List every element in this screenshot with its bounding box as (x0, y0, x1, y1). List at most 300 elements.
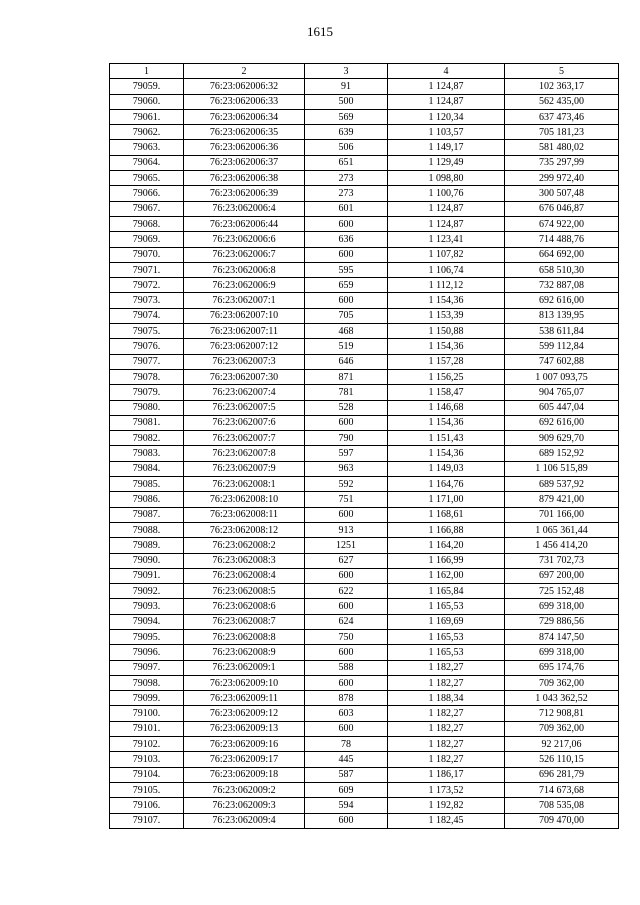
table-row (110, 216, 619, 231)
value-cell: 699 318,00 (505, 599, 619, 614)
area-cell: 603 (305, 706, 388, 721)
table-row (110, 507, 619, 522)
row-number-cell: 79077. (110, 354, 184, 369)
rate-cell: 1 164,20 (388, 538, 505, 553)
table-row (110, 752, 619, 767)
row-number-cell: 79084. (110, 461, 184, 476)
cadastral-number-cell: 76:23:062007:30 (184, 369, 305, 384)
cadastral-number-cell: 76:23:062006:44 (184, 216, 305, 231)
cadastral-number-cell: 76:23:062006:37 (184, 155, 305, 170)
cadastral-number-cell: 76:23:062006:35 (184, 125, 305, 140)
row-number-cell: 79074. (110, 308, 184, 323)
rate-cell: 1 165,84 (388, 584, 505, 599)
rate-cell: 1 192,82 (388, 798, 505, 813)
area-cell: 587 (305, 767, 388, 782)
area-cell: 705 (305, 308, 388, 323)
value-cell: 1 065 361,44 (505, 522, 619, 537)
value-cell: 732 887,08 (505, 278, 619, 293)
area-cell: 646 (305, 354, 388, 369)
value-cell: 709 470,00 (505, 813, 619, 828)
cadastral-number-cell: 76:23:062006:34 (184, 109, 305, 124)
row-number-cell: 79078. (110, 369, 184, 384)
table-row (110, 94, 619, 109)
rate-cell: 1 151,43 (388, 431, 505, 446)
value-cell: 1 106 515,89 (505, 461, 619, 476)
area-cell: 600 (305, 721, 388, 736)
rate-cell: 1 112,12 (388, 278, 505, 293)
cadastral-number-cell: 76:23:062006:9 (184, 278, 305, 293)
rate-cell: 1 182,45 (388, 813, 505, 828)
rate-cell: 1 149,03 (388, 461, 505, 476)
cadastral-number-cell: 76:23:062009:3 (184, 798, 305, 813)
column-header-4: 4 (388, 64, 505, 79)
rate-cell: 1 123,41 (388, 232, 505, 247)
value-cell: 674 922,00 (505, 216, 619, 231)
rate-cell: 1 169,69 (388, 614, 505, 629)
cadastral-number-cell: 76:23:062008:3 (184, 553, 305, 568)
value-cell: 904 765,07 (505, 385, 619, 400)
table-row (110, 782, 619, 797)
area-cell: 636 (305, 232, 388, 247)
rate-cell: 1 103,57 (388, 125, 505, 140)
rate-cell: 1 154,36 (388, 293, 505, 308)
table-header (110, 64, 619, 79)
row-number-cell: 79071. (110, 262, 184, 277)
row-number-cell: 79099. (110, 691, 184, 706)
table-row (110, 431, 619, 446)
value-cell: 526 110,15 (505, 752, 619, 767)
cadastral-number-cell: 76:23:062008:12 (184, 522, 305, 537)
cadastral-number-cell: 76:23:062009:10 (184, 675, 305, 690)
row-number-cell: 79070. (110, 247, 184, 262)
table-row (110, 538, 619, 553)
rate-cell: 1 150,88 (388, 324, 505, 339)
row-number-cell: 79103. (110, 752, 184, 767)
row-number-cell: 79065. (110, 171, 184, 186)
cadastral-number-cell: 76:23:062008:8 (184, 629, 305, 644)
cadastral-number-cell: 76:23:062007:7 (184, 431, 305, 446)
value-cell: 709 362,00 (505, 675, 619, 690)
rate-cell: 1 154,36 (388, 446, 505, 461)
table-row (110, 660, 619, 675)
row-number-cell: 79095. (110, 629, 184, 644)
cadastral-number-cell: 76:23:062008:10 (184, 492, 305, 507)
rate-cell: 1 156,25 (388, 369, 505, 384)
row-number-cell: 79102. (110, 737, 184, 752)
row-number-cell: 79097. (110, 660, 184, 675)
table-row (110, 645, 619, 660)
area-cell: 600 (305, 568, 388, 583)
rate-cell: 1 165,53 (388, 599, 505, 614)
value-cell: 699 318,00 (505, 645, 619, 660)
value-cell: 708 535,08 (505, 798, 619, 813)
rate-cell: 1 164,76 (388, 477, 505, 492)
table-row (110, 553, 619, 568)
cadastral-number-cell: 76:23:062006:8 (184, 262, 305, 277)
rate-cell: 1 153,39 (388, 308, 505, 323)
value-cell: 701 166,00 (505, 507, 619, 522)
table-row (110, 767, 619, 782)
table-row (110, 324, 619, 339)
cadastral-number-cell: 76:23:062008:11 (184, 507, 305, 522)
row-number-cell: 79104. (110, 767, 184, 782)
value-cell: 714 488,76 (505, 232, 619, 247)
row-number-cell: 79086. (110, 492, 184, 507)
cadastral-number-cell: 76:23:062007:9 (184, 461, 305, 476)
table-row (110, 691, 619, 706)
row-number-cell: 79101. (110, 721, 184, 736)
row-number-cell: 79081. (110, 415, 184, 430)
table-row (110, 278, 619, 293)
table-row (110, 415, 619, 430)
table-row (110, 798, 619, 813)
rate-cell: 1 154,36 (388, 339, 505, 354)
table-row (110, 369, 619, 384)
area-cell: 624 (305, 614, 388, 629)
area-cell: 600 (305, 247, 388, 262)
value-cell: 676 046,87 (505, 201, 619, 216)
value-cell: 695 174,76 (505, 660, 619, 675)
cadastral-number-cell: 76:23:062008:9 (184, 645, 305, 660)
cadastral-number-cell: 76:23:062007:6 (184, 415, 305, 430)
cadastral-number-cell: 76:23:062006:33 (184, 94, 305, 109)
row-number-cell: 79061. (110, 109, 184, 124)
row-number-cell: 79096. (110, 645, 184, 660)
row-number-cell: 79089. (110, 538, 184, 553)
table-row (110, 125, 619, 140)
area-cell: 500 (305, 94, 388, 109)
rate-cell: 1 166,99 (388, 553, 505, 568)
table-row (110, 492, 619, 507)
row-number-cell: 79092. (110, 584, 184, 599)
cadastral-number-cell: 76:23:062008:5 (184, 584, 305, 599)
row-number-cell: 79063. (110, 140, 184, 155)
row-number-cell: 79082. (110, 431, 184, 446)
value-cell: 599 112,84 (505, 339, 619, 354)
rate-cell: 1 146,68 (388, 400, 505, 415)
row-number-cell: 79067. (110, 201, 184, 216)
area-cell: 790 (305, 431, 388, 446)
value-cell: 92 217,06 (505, 737, 619, 752)
area-cell: 750 (305, 629, 388, 644)
area-cell: 528 (305, 400, 388, 415)
value-cell: 562 435,00 (505, 94, 619, 109)
rate-cell: 1 124,87 (388, 201, 505, 216)
row-number-cell: 79100. (110, 706, 184, 721)
area-cell: 878 (305, 691, 388, 706)
area-cell: 601 (305, 201, 388, 216)
cadastral-number-cell: 76:23:062006:36 (184, 140, 305, 155)
row-number-cell: 79083. (110, 446, 184, 461)
area-cell: 78 (305, 737, 388, 752)
rate-cell: 1 154,36 (388, 415, 505, 430)
cadastral-number-cell: 76:23:062009:17 (184, 752, 305, 767)
rate-cell: 1 149,17 (388, 140, 505, 155)
rate-cell: 1 107,82 (388, 247, 505, 262)
value-cell: 731 702,73 (505, 553, 619, 568)
table-row (110, 721, 619, 736)
row-number-cell: 79073. (110, 293, 184, 308)
register-table (109, 63, 619, 829)
table-row (110, 186, 619, 201)
rate-cell: 1 182,27 (388, 706, 505, 721)
cadastral-number-cell: 76:23:062007:8 (184, 446, 305, 461)
value-cell: 689 537,92 (505, 477, 619, 492)
table-row (110, 813, 619, 828)
value-cell: 102 363,17 (505, 79, 619, 94)
rate-cell: 1 173,52 (388, 782, 505, 797)
table-row (110, 675, 619, 690)
row-number-cell: 79076. (110, 339, 184, 354)
value-cell: 909 629,70 (505, 431, 619, 446)
value-cell: 581 480,02 (505, 140, 619, 155)
row-number-cell: 79075. (110, 324, 184, 339)
cadastral-number-cell: 76:23:062006:32 (184, 79, 305, 94)
area-cell: 651 (305, 155, 388, 170)
row-number-cell: 79064. (110, 155, 184, 170)
table-row (110, 737, 619, 752)
table-body (110, 79, 619, 829)
rate-cell: 1 098,80 (388, 171, 505, 186)
cadastral-number-cell: 76:23:062008:1 (184, 477, 305, 492)
rate-cell: 1 106,74 (388, 262, 505, 277)
rate-cell: 1 182,27 (388, 675, 505, 690)
value-cell: 658 510,30 (505, 262, 619, 277)
table-row (110, 446, 619, 461)
value-cell: 709 362,00 (505, 721, 619, 736)
rate-cell: 1 182,27 (388, 721, 505, 736)
table-row (110, 461, 619, 476)
row-number-cell: 79062. (110, 125, 184, 140)
row-number-cell: 79088. (110, 522, 184, 537)
value-cell: 714 673,68 (505, 782, 619, 797)
page-number: 1615 (307, 24, 333, 39)
cadastral-number-cell: 76:23:062009:16 (184, 737, 305, 752)
area-cell: 506 (305, 140, 388, 155)
row-number-cell: 79106. (110, 798, 184, 813)
rate-cell: 1 157,28 (388, 354, 505, 369)
column-header-5: 5 (505, 64, 619, 79)
rate-cell: 1 124,87 (388, 216, 505, 231)
table-row (110, 247, 619, 262)
row-number-cell: 79091. (110, 568, 184, 583)
rate-cell: 1 182,27 (388, 752, 505, 767)
cadastral-number-cell: 76:23:062009:13 (184, 721, 305, 736)
table-row (110, 354, 619, 369)
table-row (110, 109, 619, 124)
area-cell: 600 (305, 507, 388, 522)
row-number-cell: 79090. (110, 553, 184, 568)
row-number-cell: 79069. (110, 232, 184, 247)
area-cell: 609 (305, 782, 388, 797)
row-number-cell: 79085. (110, 477, 184, 492)
rate-cell: 1 162,00 (388, 568, 505, 583)
area-cell: 963 (305, 461, 388, 476)
row-number-cell: 79072. (110, 278, 184, 293)
rate-cell: 1 124,87 (388, 94, 505, 109)
area-cell: 600 (305, 216, 388, 231)
cadastral-number-cell: 76:23:062007:5 (184, 400, 305, 415)
value-cell: 692 616,00 (505, 293, 619, 308)
rate-cell: 1 124,87 (388, 79, 505, 94)
value-cell: 692 616,00 (505, 415, 619, 430)
cadastral-number-cell: 76:23:062009:18 (184, 767, 305, 782)
cadastral-number-cell: 76:23:062008:4 (184, 568, 305, 583)
value-cell: 300 507,48 (505, 186, 619, 201)
table-row (110, 339, 619, 354)
value-cell: 705 181,23 (505, 125, 619, 140)
area-cell: 639 (305, 125, 388, 140)
area-cell: 273 (305, 186, 388, 201)
rate-cell: 1 165,53 (388, 645, 505, 660)
area-cell: 871 (305, 369, 388, 384)
area-cell: 594 (305, 798, 388, 813)
table-row (110, 629, 619, 644)
table-row (110, 522, 619, 537)
area-cell: 1251 (305, 538, 388, 553)
cadastral-number-cell: 76:23:062008:6 (184, 599, 305, 614)
column-header-3: 3 (305, 64, 388, 79)
area-cell: 597 (305, 446, 388, 461)
value-cell: 813 139,95 (505, 308, 619, 323)
value-cell: 664 692,00 (505, 247, 619, 262)
row-number-cell: 79080. (110, 400, 184, 415)
row-number-cell: 79066. (110, 186, 184, 201)
table-row (110, 293, 619, 308)
cadastral-number-cell: 76:23:062007:3 (184, 354, 305, 369)
table-row (110, 385, 619, 400)
cadastral-number-cell: 76:23:062006:6 (184, 232, 305, 247)
table-row (110, 201, 619, 216)
area-cell: 600 (305, 293, 388, 308)
area-cell: 273 (305, 171, 388, 186)
value-cell: 874 147,50 (505, 629, 619, 644)
row-number-cell: 79059. (110, 79, 184, 94)
cadastral-number-cell: 76:23:062007:4 (184, 385, 305, 400)
value-cell: 1 007 093,75 (505, 369, 619, 384)
rate-cell: 1 129,49 (388, 155, 505, 170)
value-cell: 605 447,04 (505, 400, 619, 415)
cadastral-number-cell: 76:23:062006:4 (184, 201, 305, 216)
value-cell: 735 297,99 (505, 155, 619, 170)
rate-cell: 1 182,27 (388, 660, 505, 675)
table-row (110, 584, 619, 599)
area-cell: 91 (305, 79, 388, 94)
table-row (110, 568, 619, 583)
value-cell: 689 152,92 (505, 446, 619, 461)
row-number-cell: 79087. (110, 507, 184, 522)
cadastral-number-cell: 76:23:062009:11 (184, 691, 305, 706)
area-cell: 781 (305, 385, 388, 400)
row-number-cell: 79105. (110, 782, 184, 797)
table-row (110, 262, 619, 277)
area-cell: 600 (305, 415, 388, 430)
table-row (110, 308, 619, 323)
value-cell: 538 611,84 (505, 324, 619, 339)
rate-cell: 1 188,34 (388, 691, 505, 706)
value-cell: 697 200,00 (505, 568, 619, 583)
rate-cell: 1 120,34 (388, 109, 505, 124)
header-row (110, 64, 619, 79)
value-cell: 637 473,46 (505, 109, 619, 124)
cadastral-number-cell: 76:23:062009:2 (184, 782, 305, 797)
area-cell: 588 (305, 660, 388, 675)
area-cell: 595 (305, 262, 388, 277)
area-cell: 592 (305, 477, 388, 492)
area-cell: 600 (305, 675, 388, 690)
table-row (110, 477, 619, 492)
value-cell: 1 043 362,52 (505, 691, 619, 706)
cadastral-number-cell: 76:23:062009:1 (184, 660, 305, 675)
area-cell: 519 (305, 339, 388, 354)
rate-cell: 1 166,88 (388, 522, 505, 537)
cadastral-number-cell: 76:23:062009:4 (184, 813, 305, 828)
value-cell: 299 972,40 (505, 171, 619, 186)
value-cell: 879 421,00 (505, 492, 619, 507)
area-cell: 659 (305, 278, 388, 293)
area-cell: 622 (305, 584, 388, 599)
value-cell: 696 281,79 (505, 767, 619, 782)
row-number-cell: 79093. (110, 599, 184, 614)
value-cell: 729 886,56 (505, 614, 619, 629)
rate-cell: 1 168,61 (388, 507, 505, 522)
row-number-cell: 79098. (110, 675, 184, 690)
rate-cell: 1 100,76 (388, 186, 505, 201)
row-number-cell: 79079. (110, 385, 184, 400)
table-row (110, 614, 619, 629)
cadastral-number-cell: 76:23:062006:38 (184, 171, 305, 186)
rate-cell: 1 186,17 (388, 767, 505, 782)
area-cell: 468 (305, 324, 388, 339)
table-row (110, 232, 619, 247)
cadastral-number-cell: 76:23:062008:7 (184, 614, 305, 629)
table-row (110, 155, 619, 170)
row-number-cell: 79107. (110, 813, 184, 828)
value-cell: 725 152,48 (505, 584, 619, 599)
value-cell: 1 456 414,20 (505, 538, 619, 553)
table-row (110, 171, 619, 186)
cadastral-number-cell: 76:23:062006:39 (184, 186, 305, 201)
rate-cell: 1 165,53 (388, 629, 505, 644)
cadastral-number-cell: 76:23:062007:11 (184, 324, 305, 339)
table-row (110, 706, 619, 721)
cadastral-number-cell: 76:23:062007:12 (184, 339, 305, 354)
row-number-cell: 79068. (110, 216, 184, 231)
value-cell: 712 908,81 (505, 706, 619, 721)
rate-cell: 1 171,00 (388, 492, 505, 507)
table-row (110, 140, 619, 155)
cadastral-number-cell: 76:23:062007:10 (184, 308, 305, 323)
area-cell: 600 (305, 813, 388, 828)
row-number-cell: 79094. (110, 614, 184, 629)
cadastral-number-cell: 76:23:062007:1 (184, 293, 305, 308)
area-cell: 569 (305, 109, 388, 124)
rate-cell: 1 182,27 (388, 737, 505, 752)
cadastral-number-cell: 76:23:062008:2 (184, 538, 305, 553)
cadastral-number-cell: 76:23:062009:12 (184, 706, 305, 721)
table-row (110, 400, 619, 415)
area-cell: 627 (305, 553, 388, 568)
value-cell: 747 602,88 (505, 354, 619, 369)
row-number-cell: 79060. (110, 94, 184, 109)
area-cell: 913 (305, 522, 388, 537)
area-cell: 600 (305, 645, 388, 660)
cadastral-number-cell: 76:23:062006:7 (184, 247, 305, 262)
area-cell: 600 (305, 599, 388, 614)
column-header-1: 1 (110, 64, 184, 79)
area-cell: 751 (305, 492, 388, 507)
rate-cell: 1 158,47 (388, 385, 505, 400)
